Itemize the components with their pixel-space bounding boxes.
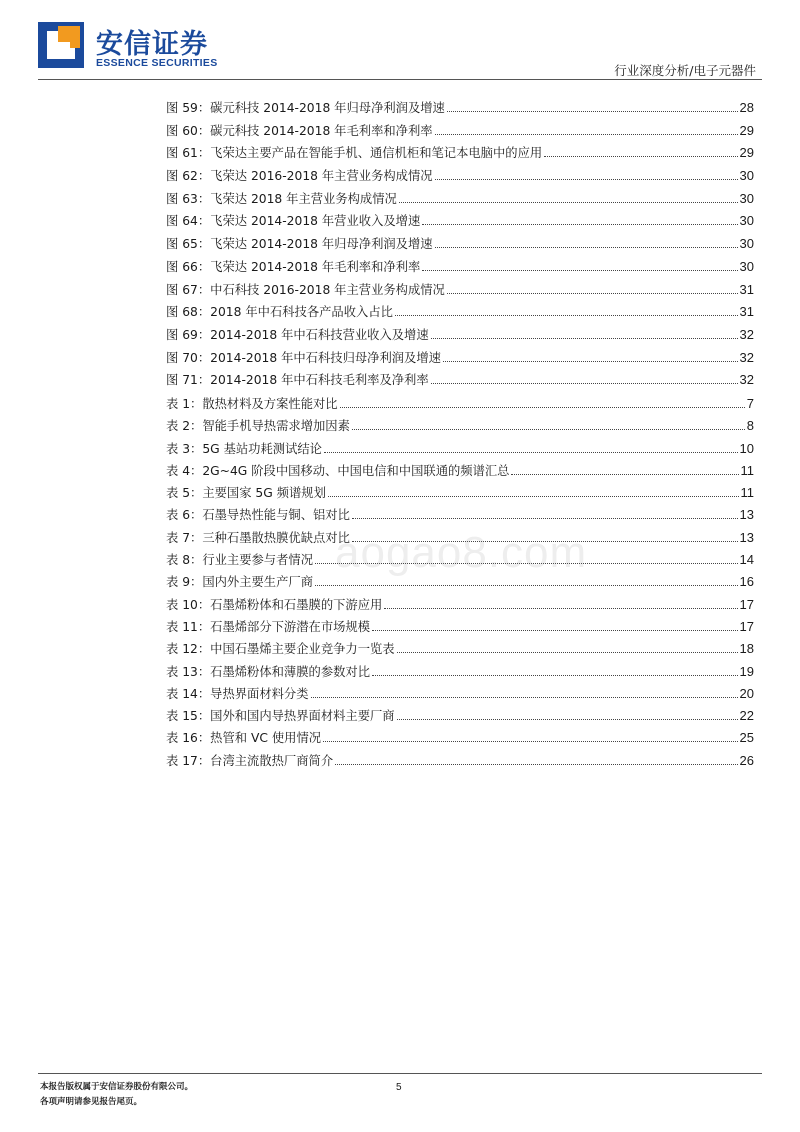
figure-entry-label: 图 61：飞荣达主要产品在智能手机、通信机柜和笔记本电脑中的应用: [166, 146, 543, 161]
table-entry-page: 25: [739, 730, 754, 746]
footer-divider: [38, 1073, 762, 1074]
table-entry[interactable]: [166, 617, 754, 639]
figure-entry[interactable]: [166, 325, 754, 348]
table-entry-label: 表 16：热管和 VC 使用情况: [166, 731, 322, 746]
figure-entry-page: 28: [739, 100, 754, 115]
dot-leader: [447, 293, 738, 294]
table-entry-label: 表 3：5G 基站功耗测试结论: [166, 441, 322, 456]
dot-leader: [511, 474, 738, 475]
brand-name-cn: 安信证券: [96, 29, 208, 60]
table-entry-label: 表 5：主要国家 5G 频谱规划: [166, 486, 326, 501]
figure-entry[interactable]: [166, 166, 754, 189]
table-entry-page: 18: [739, 641, 754, 657]
figure-entry[interactable]: [166, 189, 754, 212]
table-entry-label: 表 1：散热材料及方案性能对比: [166, 397, 338, 411]
figure-entry[interactable]: [166, 280, 754, 303]
figure-entry-page: 30: [739, 236, 754, 252]
figure-entry-page: 29: [739, 145, 754, 161]
dot-leader: [340, 407, 745, 408]
table-entry-page: 17: [739, 596, 754, 612]
figure-entry-label: 图 65：飞荣达 2014-2018 年归母净利润及增速: [166, 237, 433, 252]
watermark: aogao8.com: [335, 528, 588, 577]
table-entry-page: 20: [739, 685, 754, 701]
table-entry-label: 表 10：石墨烯粉体和石墨膜的下游应用: [166, 597, 383, 612]
figure-entry[interactable]: [166, 143, 754, 166]
table-entry-label: 表 12：中国石墨烯主要企业竞争力一览表: [166, 642, 395, 657]
figure-entry-page: 30: [739, 213, 754, 229]
figure-entry[interactable]: [166, 257, 754, 280]
dot-leader: [435, 247, 738, 248]
table-entry[interactable]: [166, 461, 754, 483]
table-entry-page: 8: [746, 418, 754, 434]
dot-leader: [435, 134, 738, 135]
figure-entry[interactable]: [166, 98, 754, 121]
figure-entry-label: 图 70：2014-2018 年中石科技归母净利润及增速: [166, 350, 441, 365]
dot-leader: [352, 518, 738, 519]
table-entry-label: 表 14：导热界面材料分类: [166, 686, 309, 701]
dot-leader: [328, 496, 739, 497]
table-entry-page: 17: [739, 618, 754, 634]
table-entry[interactable]: [166, 684, 754, 706]
dot-leader: [544, 156, 737, 157]
disclaimer-notice: 各项声明请参见报告尾页。: [40, 1097, 143, 1107]
dot-leader: [372, 630, 738, 631]
table-entry[interactable]: [166, 416, 754, 438]
dot-leader: [397, 719, 738, 720]
brand-name-en: ESSENCE SECURITIES: [96, 57, 218, 69]
table-entry-label: 表 17：台湾主流散热厂商简介: [166, 753, 334, 768]
document-category: 行业深度分析/电子元器件: [614, 63, 756, 78]
table-entry[interactable]: [166, 505, 754, 527]
figure-entry-page: 32: [739, 326, 754, 342]
dot-leader: [443, 361, 738, 362]
figure-entry-page: 32: [739, 349, 754, 365]
table-entry-label: 表 2：智能手机导热需求增加因素: [166, 419, 350, 434]
table-entry-label: 表 7：三种石墨散热膜优缺点对比: [166, 530, 350, 545]
table-entry-label: 表 4：2G~4G 阶段中国移动、中国电信和中国联通的频谱汇总: [166, 463, 510, 478]
dot-leader: [315, 585, 738, 586]
page-number: 5: [396, 1082, 402, 1093]
figure-entry-page: 31: [739, 281, 754, 297]
figure-entry-label: 图 60：碳元科技 2014-2018 年毛利率和净利率: [166, 123, 433, 138]
figure-entry-label: 图 62：飞荣达 2016-2018 年主营业务构成情况: [166, 169, 433, 184]
table-entry-page: 10: [739, 440, 754, 456]
table-entry[interactable]: [166, 662, 754, 684]
figure-entry-page: 30: [739, 258, 754, 274]
page-header: [0, 0, 800, 80]
figure-entry-label: 图 66：飞荣达 2014-2018 年毛利率和净利率: [166, 259, 421, 274]
table-entry-label: 表 8：行业主要参与者情况: [166, 553, 313, 568]
figure-entry[interactable]: [166, 348, 754, 371]
dot-leader: [397, 652, 738, 653]
table-entry[interactable]: [166, 751, 754, 773]
figure-entry-page: 32: [739, 372, 754, 388]
dot-leader: [422, 224, 737, 225]
dot-leader: [323, 741, 737, 742]
table-entry[interactable]: [166, 639, 754, 661]
table-entry[interactable]: [166, 728, 754, 750]
figure-entry-label: 图 68：2018 年中石科技各产品收入占比: [166, 305, 393, 320]
table-entry-page: 22: [739, 708, 754, 724]
table-entry[interactable]: [166, 439, 754, 461]
dot-leader: [422, 270, 737, 271]
table-entry-label: 表 6：石墨导热性能与铜、铝对比: [166, 508, 350, 523]
dot-leader: [435, 179, 738, 180]
table-entry[interactable]: [166, 706, 754, 728]
figure-entry-page: 30: [739, 168, 754, 184]
table-entry-page: 16: [739, 574, 754, 590]
header-divider: [38, 79, 762, 80]
figure-entry-page: 31: [739, 304, 754, 320]
figure-entry-page: 30: [739, 190, 754, 206]
dot-leader: [352, 429, 745, 430]
dot-leader: [399, 202, 738, 203]
table-entry-page: 26: [739, 752, 754, 768]
figure-entry-label: 图 63：飞荣达 2018 年主营业务构成情况: [166, 191, 397, 206]
table-entry-page: 13: [739, 529, 754, 545]
figure-entry[interactable]: [166, 121, 754, 144]
table-entry-label: 表 13：石墨烯粉体和薄膜的参数对比: [166, 664, 371, 679]
table-entry-page: 11: [740, 485, 754, 501]
figure-entry[interactable]: [166, 234, 754, 257]
figure-entry-label: 图 67：中石科技 2016-2018 年主营业务构成情况: [166, 282, 445, 297]
table-entry-label: 表 15：国外和国内导热界面材料主要厂商: [166, 709, 395, 724]
table-entry-page: 13: [739, 507, 754, 523]
figure-entry[interactable]: [166, 370, 754, 393]
table-entry-label: 表 11：石墨烯部分下游潜在市场规模: [166, 619, 371, 634]
dot-leader: [395, 315, 738, 316]
figure-entry-page: 29: [739, 122, 754, 138]
dot-leader: [311, 697, 738, 698]
figure-list: [166, 98, 754, 393]
figure-entry-label: 图 69：2014-2018 年中石科技营业收入及增速: [166, 327, 429, 342]
figure-entry[interactable]: [166, 302, 754, 325]
dot-leader: [324, 452, 738, 453]
figure-entry-label: 图 59：碳元科技 2014-2018 年归母净利润及增速: [166, 101, 445, 115]
dot-leader: [431, 338, 738, 339]
table-entry[interactable]: [166, 595, 754, 617]
dot-leader: [431, 383, 738, 384]
dot-leader: [372, 675, 738, 676]
figure-entry-label: 图 64：飞荣达 2014-2018 年营业收入及增速: [166, 214, 421, 229]
copyright-notice: 本报告版权属于安信证券股份有限公司。: [40, 1082, 194, 1092]
dot-leader: [335, 764, 737, 765]
essence-logo-icon: [38, 22, 84, 68]
dot-leader: [447, 111, 738, 112]
table-entry-page: 7: [746, 396, 754, 411]
table-entry-page: 19: [739, 663, 754, 679]
table-entry-label: 表 9：国内外主要生产厂商: [166, 575, 313, 590]
dot-leader: [384, 608, 737, 609]
figure-entry[interactable]: [166, 211, 754, 234]
table-entry-page: 14: [739, 552, 754, 568]
table-list: [166, 394, 754, 773]
figure-entry-label: 图 71：2014-2018 年中石科技毛利率及净利率: [166, 373, 429, 388]
table-entry[interactable]: [166, 394, 754, 416]
table-entry[interactable]: [166, 483, 754, 505]
table-entry-page: 11: [740, 462, 754, 478]
